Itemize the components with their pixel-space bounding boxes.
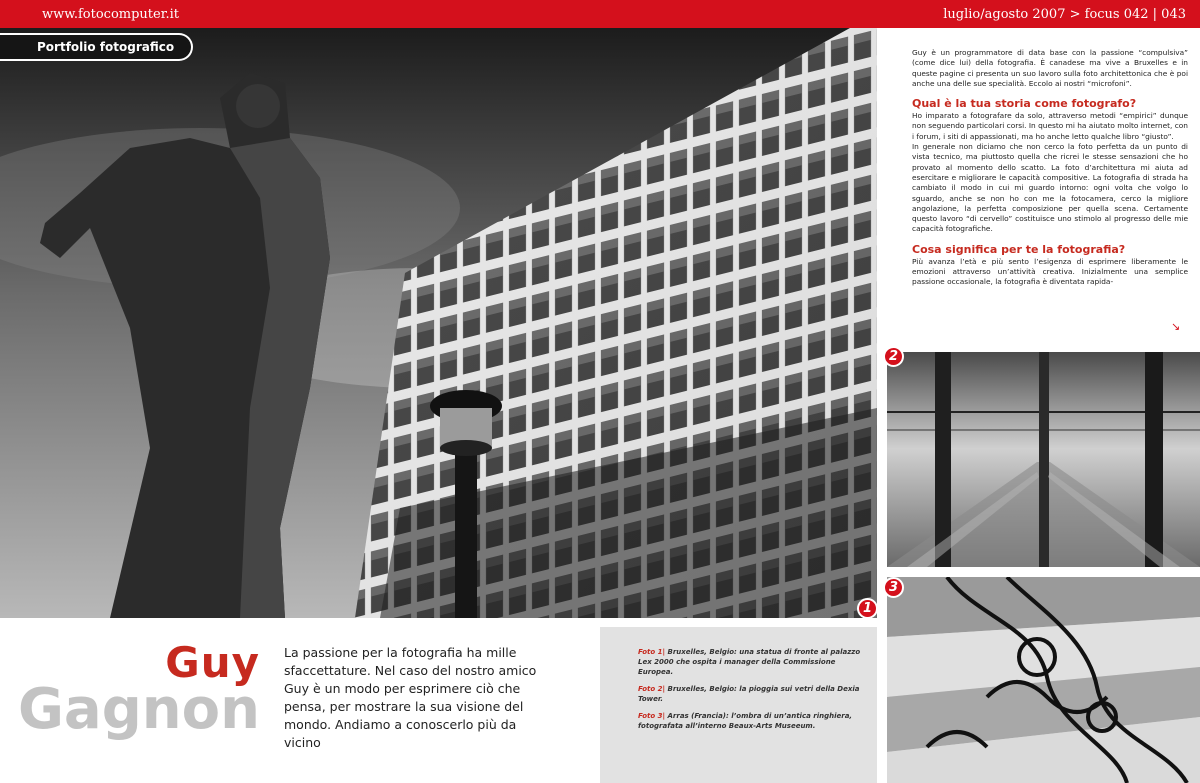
photo-number-badge-2: 2: [883, 346, 904, 367]
main-photo: [0, 28, 877, 618]
article-paragraph: Guy è un programmatore di data base con la passione “compulsiva” (come dice lui) della fotografia. È canadese ma vive a Bruxelles e in queste pagine ci presenta un suo lavoro sulla foto architettonica che è poi anche una delle sue specialità. Eccolo ai nostri “microfoni”.: [912, 48, 1188, 88]
issue-info: luglio/agosto 2007 > focus 042 | 043: [943, 7, 1186, 22]
article-body: [912, 48, 1188, 288]
continue-arrow-icon[interactable]: ↘: [1171, 320, 1181, 333]
article-paragraph: In generale non diciamo che non cerco la foto perfetta da un punto di vista tecnico, ma piuttosto quella che ricrei le stesse sensazioni che ho provato al momento dello scatto. La foto d’architettura mi aiuta ad esercitare e migliorare le capacità compositive. La fotografia di strada ha cambiato il modo in cui mi guardo intorno: ogni volta che volgo lo sguardo, anche se non ho con me la fotocamera, cerco la migliore angolazione, la perfetta composizione per quella scena. Certamente questo lavoro “di cervello” costituisce uno stimolo al progresso delle mie capacità fotografiche.: [912, 142, 1188, 234]
caption-text: Bruxelles, Belgio: una statua di fronte al palazzo Lex 2000 che ospita i manager della Commissione Europea.: [638, 648, 861, 676]
article-paragraph: Ho imparato a fotografare da solo, attraverso metodi “empirici” dunque non seguendo particolari corsi. In questo mi ha aiutato molto internet, con i forum, i siti di appassionati, ma ho anche letto qualche libro “giusto”.: [912, 111, 1188, 141]
intro-text: La passione per la fotografia ha mille sfaccettature. Nel caso del nostro amico Guy è un modo per esprimere ciò che pensa, per mostrare la sua visione del mondo. Andiamo a conoscerlo più da vicino: [284, 645, 537, 750]
captions-box: [600, 627, 877, 783]
railing-shadow-photo: [887, 577, 1200, 783]
caption-3: [638, 711, 867, 731]
photo-number-badge-3: 3: [883, 577, 904, 598]
article-paragraph: Più avanza l’età e più sento l’esigenza di esprimere liberamente le emozioni attraverso un’attività creativa. Inizialmente una semplice passione occasionale, la fotografia è diventata rapida-: [912, 256, 1188, 287]
first-name: Guy: [165, 638, 260, 687]
article-subheading: Qual è la tua storia come fotografo?: [912, 97, 1137, 111]
caption-label: Foto 3|: [638, 712, 666, 720]
photo-3: [887, 577, 1200, 783]
header-bar: [0, 0, 1200, 28]
caption-1: [638, 647, 867, 677]
last-name: Gagnon: [17, 677, 260, 742]
rain-glass-photo: [887, 352, 1200, 567]
caption-2: [638, 684, 867, 704]
article-subheading: Cosa significa per te la fotografia?: [912, 242, 1126, 256]
section-tab[interactable]: Portfolio fotografico: [0, 33, 193, 61]
statue-building-photo: [0, 28, 877, 618]
caption-label: Foto 2|: [638, 685, 666, 693]
photographer-name: [17, 638, 260, 742]
photo-number-badge-1: 1: [857, 598, 878, 619]
photo-2: [887, 352, 1200, 567]
caption-label: Foto 1|: [638, 648, 666, 656]
caption-text: Arras (Francia): l’ombra di un’antica ringhiera, fotografata all’interno Beaux-Arts Museeum.: [638, 712, 853, 730]
caption-text: Bruxelles, Belgio: la pioggia sui vetri della Dexia Tower.: [638, 685, 860, 703]
site-url[interactable]: www.fotocomputer.it: [42, 7, 180, 22]
